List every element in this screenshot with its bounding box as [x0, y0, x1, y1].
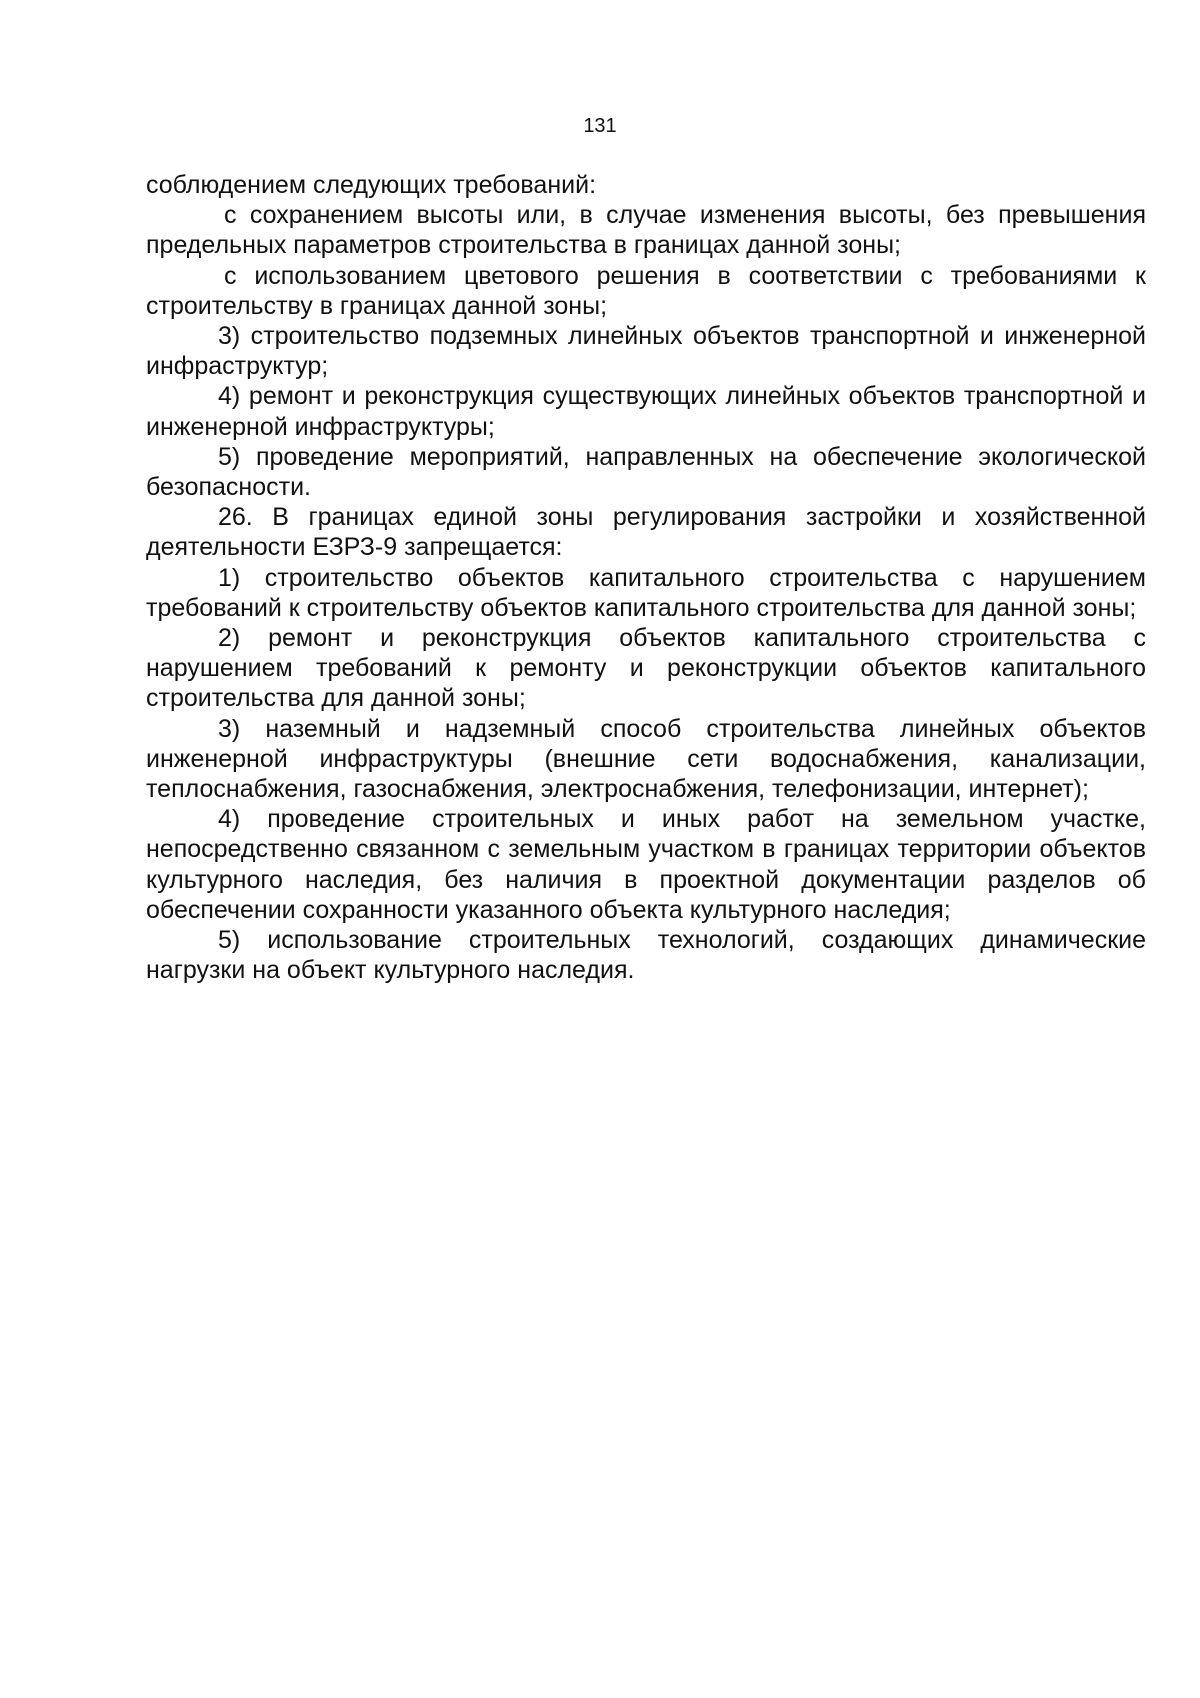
paragraph-prohibited-1: 1) строительство объектов капитального строительства с нарушением требований к строительству объектов капитального строительства для данной зоны; [146, 563, 1146, 622]
paragraph-prohibited-5: 5) использование строительных технологий, создающих динамические нагрузки на объект культурного наследия. [146, 926, 1146, 985]
paragraph-continuation: соблюдением следующих требований: [146, 171, 597, 199]
paragraph-section-26: 26. В границах единой зоны регулирования застройки и хозяйственной деятельности ЕЗРЗ-9 запрещается: [146, 503, 1146, 562]
page-number: 131 [583, 115, 617, 137]
paragraph-item-5-ecology: 5) проведение мероприятий, направленных на обеспечение экологической безопасности. [146, 442, 1146, 502]
paragraph-item-4-repair: 4) ремонт и реконструкция существующих линейных объектов транспортной и инженерной инфраструктуры; [146, 382, 1146, 441]
paragraph-prohibited-3: 3) наземный и надземный способ строительства линейных объектов инженерной инфраструктуры (внешние сети водоснабжения, канализации, теплоснабжения, газоснабжения, электроснабжения, телефонизации, интернет); [146, 714, 1146, 804]
paragraph-item-3-underground: 3) строительство подземных линейных объектов транспортной и инженерной инфраструктур; [146, 322, 1146, 381]
paragraph-prohibited-4: 4) проведение строительных и иных работ на земельном участке, непосредственно связанном с земельным участком в границах территории объектов культурного наследия, без наличия в проектной документации разделов об обеспечении сохранности указанного объекта культурного наследия; [146, 805, 1146, 924]
document-body [146, 170, 1146, 985]
paragraph-prohibited-2: 2) ремонт и реконструкция объектов капитального строительства с нарушением требований к ремонту и реконструкции объектов капитального строительства для данной зоны; [146, 624, 1146, 713]
paragraph-color-requirement: с использованием цветового решения в соответствии с требованиями к строительству в границах данной зоны; [146, 261, 1146, 320]
paragraph-height-requirement: с сохранением высоты или, в случае изменения высоты, без превышения предельных параметров строительства в границах данной зоны; [146, 201, 1146, 260]
